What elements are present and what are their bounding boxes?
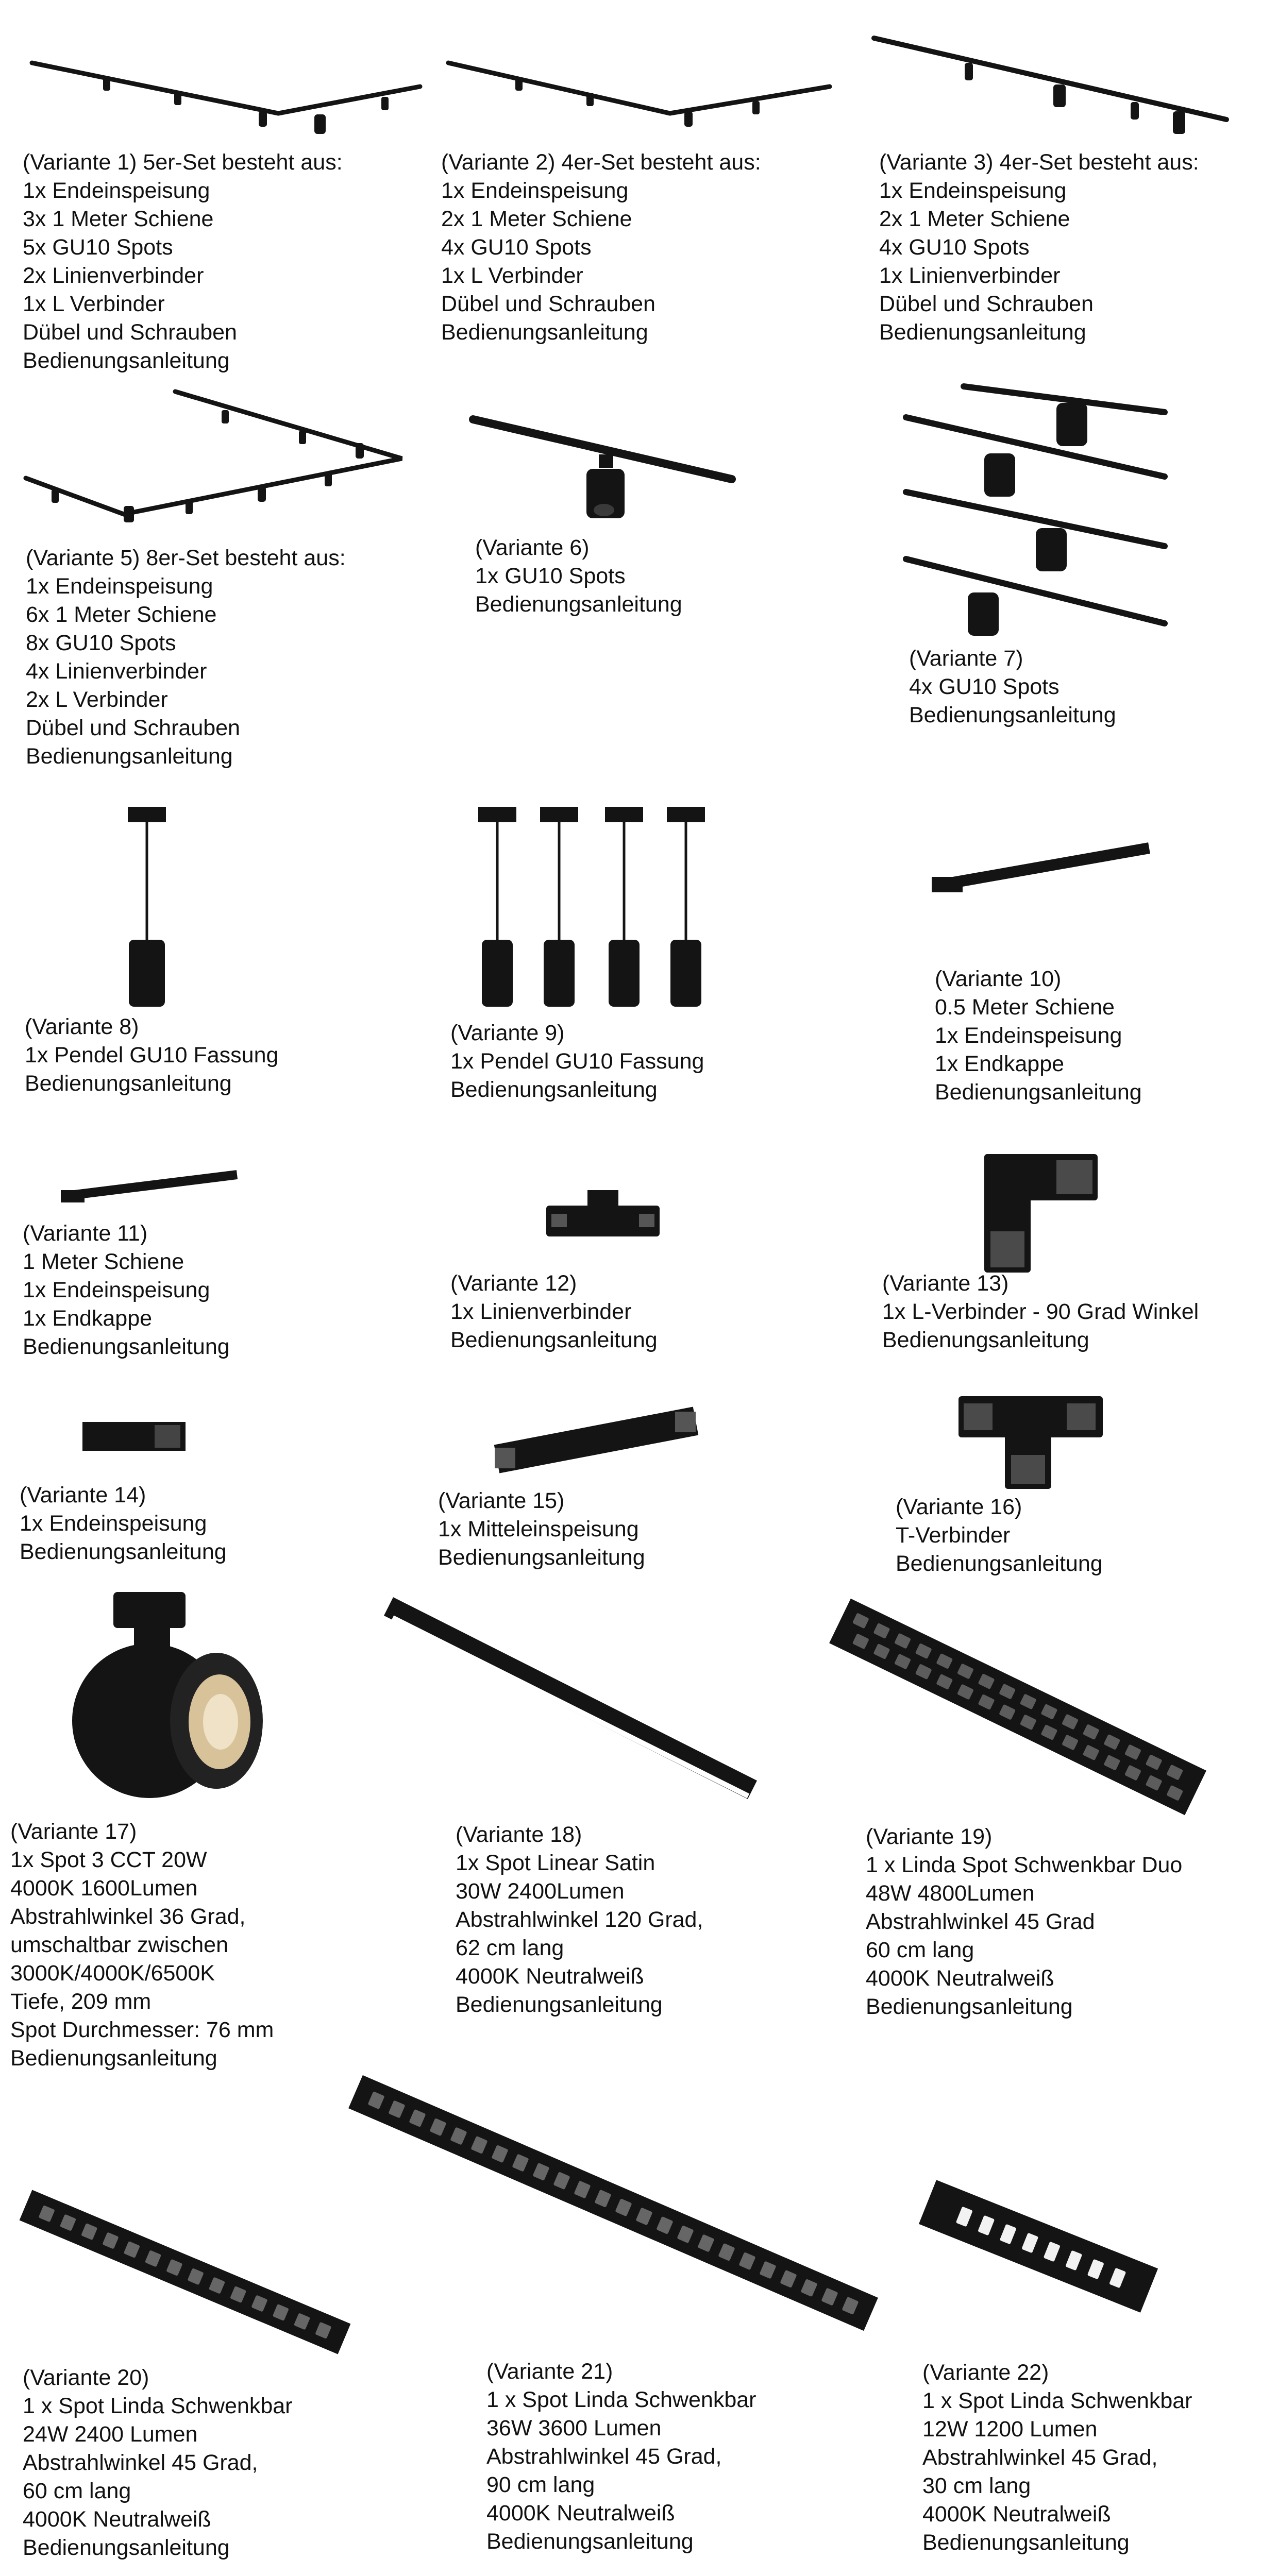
variant-item: 60 cm lang [23, 2479, 131, 2503]
variant-item: Bedienungsanleitung [25, 1071, 232, 1096]
variant-item: Bedienungsanleitung [486, 2529, 694, 2554]
variant-title: (Variante 5) 8er-Set besteht aus: [26, 546, 346, 570]
variant-item: Abstrahlwinkel 45 Grad, [23, 2450, 258, 2475]
variant-item: Bedienungsanleitung [438, 1545, 645, 1570]
variant-item: 4x GU10 Spots [879, 235, 1030, 260]
variant-item: T-Verbinder [896, 1523, 1011, 1548]
variant-item: 6x 1 Meter Schiene [26, 602, 217, 627]
variant-item: Tiefe, 209 mm [10, 1989, 152, 2014]
variant-item: Bedienungsanleitung [922, 2530, 1130, 2555]
product-image-end-feed [77, 1412, 191, 1463]
variant-title: (Variante 9) [450, 1021, 565, 1045]
variant-item: Bedienungsanleitung [866, 1994, 1073, 2019]
variant-item: 2x 1 Meter Schiene [879, 207, 1070, 231]
variant-title: (Variante 8) [25, 1014, 139, 1039]
variant-item: Bedienungsanleitung [879, 320, 1086, 345]
product-image-set-8 [21, 381, 412, 526]
variant-title: (Variante 15) [438, 1488, 565, 1513]
variant-item: 4x GU10 Spots [909, 674, 1060, 699]
variant-item: 1x Spot Linear Satin [456, 1851, 655, 1875]
product-image-set-4-l [443, 57, 835, 134]
product-image-spot-3cct [57, 1587, 273, 1803]
product-image-linda-90cm [350, 2071, 876, 2339]
caption-variant-5 [26, 544, 346, 771]
product-image-line-connector [541, 1185, 665, 1252]
variant-title: (Variante 17) [10, 1819, 137, 1844]
variant-item: Bedienungsanleitung [23, 1334, 230, 1359]
variant-item: 1x Endeinspeisung [23, 1278, 210, 1302]
variant-item: 36W 3600 Lumen [486, 2416, 662, 2441]
variant-title: (Variante 13) [882, 1271, 1009, 1296]
variant-item: Bedienungsanleitung [935, 1080, 1142, 1105]
caption-variant-3 [879, 148, 1199, 347]
variant-item: 1x Pendel GU10 Fassung [25, 1043, 279, 1067]
variant-item: 4x GU10 Spots [441, 235, 592, 260]
product-image-rail-half-meter [928, 840, 1154, 896]
variant-title: (Variante 12) [450, 1271, 577, 1296]
variant-title: (Variante 20) [23, 2365, 149, 2390]
caption-variant-7 [909, 645, 1116, 730]
variant-item: 4x Linienverbinder [26, 659, 207, 684]
variant-item: 4000K Neutralweiß [456, 1964, 644, 1989]
variant-title: (Variante 1) 5er-Set besteht aus: [23, 150, 343, 175]
variant-title: (Variante 14) [20, 1483, 146, 1507]
caption-variant-17 [10, 1818, 274, 2073]
variant-item: 2x Linienverbinder [23, 263, 204, 288]
product-image-pendant-four [469, 804, 716, 1010]
variant-item: 1x Endkappe [23, 1306, 153, 1331]
variant-item: 1 x Spot Linda Schwenkbar [922, 2388, 1192, 2413]
variant-item: Dübel und Schrauben [441, 292, 655, 316]
variant-item: 1x Endeinspeisung [23, 178, 210, 203]
variant-item: Bedienungsanleitung [450, 1328, 658, 1352]
variant-item: Abstrahlwinkel 36 Grad, [10, 1904, 246, 1929]
variant-item: Spot Durchmesser: 76 mm [10, 2018, 274, 2042]
variant-item: 1 x Spot Linda Schwenkbar [486, 2387, 756, 2412]
variant-item: 4000K Neutralweiß [922, 2502, 1111, 2527]
variant-title: (Variante 10) [935, 967, 1062, 991]
variant-item: 1x Linienverbinder [879, 263, 1061, 288]
variant-item: Bedienungsanleitung [23, 348, 230, 373]
variant-title: (Variante 21) [486, 2359, 613, 2384]
product-image-linda-30cm [922, 2179, 1154, 2329]
variant-item: 1x Pendel GU10 Fassung [450, 1049, 704, 1074]
product-image-linear-satin [381, 1597, 763, 1803]
caption-variant-21 [486, 2358, 756, 2556]
variant-item: 0.5 Meter Schiene [935, 995, 1115, 1020]
caption-variant-22 [922, 2359, 1192, 2557]
variant-item: Abstrahlwinkel 45 Grad [866, 1909, 1095, 1934]
variant-title: (Variante 6) [475, 535, 590, 560]
caption-variant-16 [896, 1493, 1103, 1578]
variant-title: (Variante 18) [456, 1822, 582, 1847]
caption-variant-12 [450, 1269, 658, 1354]
product-image-t-connector [953, 1386, 1108, 1494]
caption-variant-15 [438, 1487, 645, 1572]
variant-item: 4000K Neutralweiß [23, 2507, 211, 2532]
caption-variant-20 [23, 2364, 293, 2562]
variant-item: 1x Mitteleinspeisung [438, 1517, 639, 1541]
variant-item: 4000K Neutralweiß [486, 2501, 675, 2526]
variant-item: 48W 4800Lumen [866, 1881, 1035, 1906]
variant-title: (Variante 22) [922, 2360, 1049, 2385]
variant-item: Bedienungsanleitung [10, 2046, 217, 2071]
variant-item: 1 x Linda Spot Schwenkbar Duo [866, 1853, 1183, 1877]
product-image-linda-duo [830, 1597, 1206, 1824]
variant-item: 1x Spot 3 CCT 20W [10, 1848, 207, 1872]
product-image-middle-feed [490, 1401, 706, 1479]
caption-variant-10 [935, 965, 1142, 1107]
variant-item: Dübel und Schrauben [879, 292, 1094, 316]
variant-item: 1x GU10 Spots [475, 564, 626, 588]
caption-variant-1 [23, 148, 343, 375]
variant-item: 60 cm lang [866, 1938, 974, 1962]
product-image-single-spot [469, 412, 737, 526]
caption-variant-14 [20, 1481, 227, 1566]
variant-title: (Variante 19) [866, 1824, 993, 1849]
variant-item: 1x Endkappe [935, 1052, 1065, 1076]
variant-item: Bedienungsanleitung [456, 1992, 663, 2017]
product-image-pendant-single [119, 804, 175, 1010]
caption-variant-8 [25, 1013, 278, 1098]
variant-title: (Variante 16) [896, 1495, 1022, 1519]
caption-variant-13 [882, 1269, 1199, 1354]
product-image-set-5 [26, 57, 428, 144]
variant-item: 8x GU10 Spots [26, 631, 176, 655]
caption-variant-6 [475, 534, 682, 619]
variant-item: Bedienungsanleitung [909, 703, 1116, 727]
variant-item: Dübel und Schrauben [26, 716, 240, 740]
variant-item: Abstrahlwinkel 45 Grad, [486, 2444, 722, 2469]
variant-item: 24W 2400 Lumen [23, 2422, 198, 2447]
product-image-l-connector [969, 1149, 1103, 1278]
variant-title: (Variante 7) [909, 646, 1023, 671]
variant-item: Bedienungsanleitung [896, 1551, 1103, 1576]
variant-item: 30 cm lang [922, 2473, 1031, 2498]
variant-item: 1x Endeinspeisung [20, 1511, 207, 1536]
variant-item: 4000K Neutralweiß [866, 1966, 1054, 1991]
variant-item: Bedienungsanleitung [475, 592, 682, 617]
variant-item: 1x Endeinspeisung [26, 574, 213, 599]
variant-item: 1x Endeinspeisung [441, 178, 629, 203]
caption-variant-18 [456, 1821, 703, 2019]
variant-item: 30W 2400Lumen [456, 1879, 625, 1904]
variant-item: 1x Linienverbinder [450, 1299, 632, 1324]
variant-item: Bedienungsanleitung [20, 1539, 227, 1564]
variant-item: Bedienungsanleitung [450, 1077, 658, 1102]
variant-item: 1x Endeinspeisung [935, 1023, 1122, 1048]
variant-item: 2x L Verbinder [26, 687, 168, 712]
product-image-four-spots [902, 381, 1170, 639]
variant-item: 4000K 1600Lumen [10, 1876, 198, 1901]
variant-item: Bedienungsanleitung [26, 744, 233, 769]
variant-title: (Variante 2) 4er-Set besteht aus: [441, 150, 761, 175]
variant-item: 2x 1 Meter Schiene [441, 207, 632, 231]
product-image-set-4-line [871, 31, 1232, 144]
variant-item: Bedienungsanleitung [882, 1328, 1089, 1352]
variant-item: 1x L Verbinder [441, 263, 583, 288]
product-image-linda-60cm [21, 2184, 350, 2365]
variant-item: 1 Meter Schiene [23, 1249, 184, 1274]
variant-item: 62 cm lang [456, 1936, 564, 1960]
variant-item: 3000K/4000K/6500K [10, 1961, 215, 1986]
variant-item: 90 cm lang [486, 2472, 595, 2497]
variant-item: 5x GU10 Spots [23, 235, 173, 260]
caption-variant-9 [450, 1019, 704, 1104]
variant-item: 1x L Verbinder [23, 292, 165, 316]
variant-item: 1x Endeinspeisung [879, 178, 1067, 203]
variant-item: Bedienungsanleitung [441, 320, 648, 345]
variant-item: Bedienungsanleitung [23, 2535, 230, 2560]
variant-item: 3x 1 Meter Schiene [23, 207, 214, 231]
variant-item: 12W 1200 Lumen [922, 2417, 1098, 2442]
caption-variant-11 [23, 1219, 230, 1361]
caption-variant-19 [866, 1823, 1182, 2021]
variant-item: umschaltbar zwischen [10, 1933, 229, 1957]
variant-item: Abstrahlwinkel 120 Grad, [456, 1907, 703, 1932]
caption-variant-2 [441, 148, 761, 347]
variant-title: (Variante 11) [23, 1221, 148, 1246]
variant-item: Abstrahlwinkel 45 Grad, [922, 2445, 1158, 2470]
variant-item: 1 x Spot Linda Schwenkbar [23, 2394, 293, 2418]
product-image-rail-one-meter [57, 1164, 242, 1206]
variant-title: (Variante 3) 4er-Set besteht aus: [879, 150, 1199, 175]
variant-item: 1x L-Verbinder - 90 Grad Winkel [882, 1299, 1199, 1324]
variant-item: Dübel und Schrauben [23, 320, 237, 345]
